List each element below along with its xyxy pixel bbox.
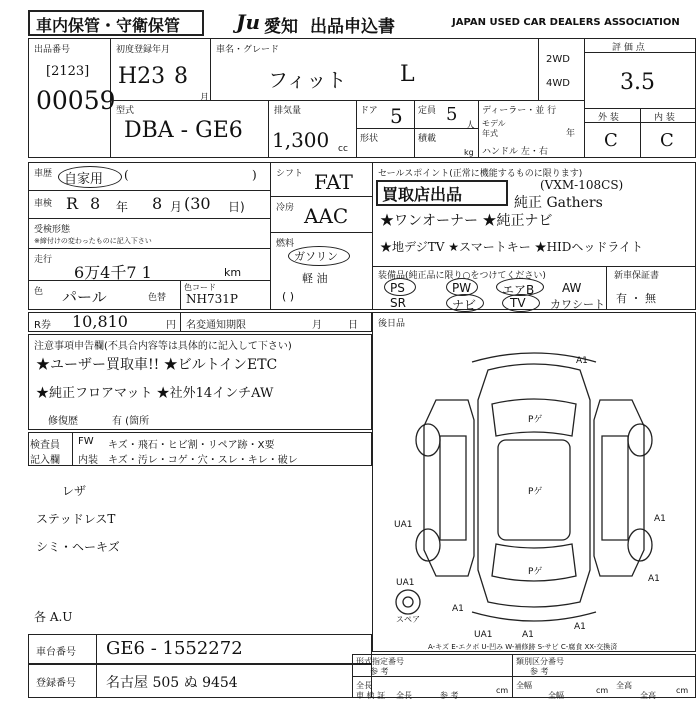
interior-value: C (660, 130, 674, 151)
fuel-diesel: 軽 油 (302, 272, 328, 285)
diagram-mark-2: Pゲ (528, 415, 543, 425)
vehicle-name: フィット (268, 68, 347, 92)
inspection-month-unit: 月 (170, 200, 183, 214)
inspector-label-2: 記入欄 (30, 455, 60, 466)
model-designation-label: 形式指定番号 (356, 657, 404, 666)
unit-3: cm (676, 686, 689, 695)
equip-sr: SR (390, 296, 406, 310)
warranty-label: 新車保証書 (614, 271, 660, 281)
fuel-gasoline: ガソリン (294, 250, 338, 263)
drive-4wd: 4WD (546, 78, 570, 89)
shape-label: 形状 (360, 134, 379, 144)
width-label: 全幅 (516, 681, 532, 690)
usage-paren-close: ) (252, 168, 257, 182)
mileage-label: 走行 (34, 255, 53, 265)
capacity-unit: 人 (466, 121, 476, 131)
color-label: 色 (34, 287, 44, 297)
dealer-label: ディーラー・並 行 (482, 106, 557, 116)
notes-line-2: ★純正フロアマット ★社外14インチAW (36, 386, 274, 401)
registration-label: 初度登録年月 (116, 45, 171, 55)
cert-label: 車 検 証 (356, 691, 386, 700)
usage-paren-open: ( (124, 168, 129, 182)
capacity-label: 定員 (418, 106, 437, 116)
lot-label: 出品番号 (34, 45, 71, 55)
nav-gathers: 純正 Gathers (514, 195, 603, 211)
inspector-inner: 内装 (78, 455, 98, 466)
height-label: 全高 (616, 681, 632, 690)
notes-label: 注意事項申告欄(不具合内容等は具体的に記入して下さい) (34, 341, 292, 352)
inspector-note-2: ステッドレスT (36, 512, 116, 526)
cert-height: 全高 (640, 691, 656, 700)
diagram-mark-7: A1 (654, 514, 666, 524)
exterior-label: 外 装 (598, 113, 619, 123)
sales-line-1: ★ワンオーナー ★純正ナビ (380, 213, 553, 229)
equipment-label: 装備品(純正品に限り○をつけてください) (378, 271, 546, 281)
inspector-note-1: レザ (62, 484, 87, 498)
registration-era-year: H23 (118, 64, 166, 89)
color-change-label: 色替 (148, 293, 167, 303)
diagram-mark-3: Pゲ (528, 487, 543, 497)
lot-bracket: [2123] (46, 64, 90, 79)
diagram-mark-1: A1 (576, 356, 588, 366)
cert-reference: 参 考 (440, 691, 459, 700)
grade-score-label: 評 価 点 (612, 43, 645, 53)
load-label: 積載 (418, 134, 437, 144)
inspection-month: 8 (152, 194, 163, 213)
diagram-mark-9: A1 (452, 604, 464, 614)
equip-airbag: エアB (502, 283, 535, 297)
color-code-value: NH731P (186, 292, 238, 306)
year-unit: 年 (566, 129, 576, 139)
diagram-mark-6: UA1 (396, 578, 415, 588)
form-label: 受検形態 (34, 225, 71, 235)
chassis-value: GE6 - 1552272 (106, 638, 243, 659)
spare-label: スペア (396, 615, 420, 624)
name-change-day: 日 (348, 320, 358, 331)
nav-model: (VXM-108CS) (540, 178, 624, 192)
kaitori-label: 買取店出品 (382, 185, 463, 204)
displacement-value: 1,300 (272, 128, 330, 152)
reference-1: 参 考 (370, 667, 389, 676)
grade-score-value: 3.5 (620, 70, 655, 95)
repair-label: 修復歴 (48, 416, 78, 427)
reference-2: 参 考 (530, 667, 549, 676)
ac-label: 冷房 (276, 203, 295, 213)
inspector-items-2: キズ・汚レ・コゲ・穴・スレ・キレ・破レ (108, 455, 298, 466)
reg-number-value: 名古屋 505 ぬ 9454 (106, 675, 238, 691)
vehicle-label: 車名・グレード (216, 45, 280, 55)
diagram-mark-5: UA1 (394, 520, 413, 530)
length-label: 全長 (356, 681, 372, 690)
repair-value: 有 (箇所 (112, 416, 150, 427)
exterior-value: C (604, 130, 618, 151)
inspector-note-4: 各 A.U (34, 610, 73, 624)
unit-2: cm (596, 686, 609, 695)
inspector-items-1: キズ・飛石・ヒビ割・リペア跡・X要 (108, 440, 275, 451)
header-left-title: 車内保管・守衛保管 (36, 16, 181, 35)
model-label: 型式 (116, 106, 135, 116)
recycle-value: 10,810 (72, 312, 128, 331)
displacement-unit: cc (338, 144, 348, 154)
diagram-mark-4: Pゲ (528, 567, 543, 577)
doc-title: 出品申込書 (310, 17, 395, 37)
interior-label: 内 装 (654, 113, 675, 123)
model-value: DBA - GE6 (124, 118, 243, 143)
reg-number-label: 登録番号 (36, 678, 76, 689)
equip-leather: カワシート (550, 298, 605, 311)
sales-line-2: ★地デジTV ★スマートキー ★HIDヘッドライト (380, 240, 644, 254)
unit-1: cm (496, 686, 509, 695)
notes-line-1: ★ユーザー買取車!! ★ビルトインETC (36, 357, 278, 373)
sales-points-label: セールスポイント(正常に機能するものに限ります) (378, 169, 583, 179)
mileage-unit: km (224, 266, 242, 279)
inspection-year-unit: 年 (116, 200, 129, 214)
name-change-month: 月 (312, 320, 322, 331)
chassis-label: 車台番号 (36, 647, 76, 658)
cert-length: 全長 (396, 691, 412, 700)
lot-number: 00059 (36, 86, 116, 115)
capacity-value: 5 (446, 104, 458, 125)
association-name: JAPAN USED CAR DEALERS ASSOCIATION (452, 17, 680, 28)
ac-value: AAC (304, 204, 349, 228)
drive-2wd: 2WD (546, 54, 570, 65)
shift-value: FAT (314, 170, 353, 194)
equip-navi: ナビ (452, 298, 477, 312)
mileage-value: 6万4千7 1 (74, 263, 152, 282)
warranty-value: 有 ・ 無 (616, 292, 656, 305)
later-num-label: 後日品 (378, 319, 406, 329)
brand-name: 愛知 (264, 17, 298, 37)
diagram-mark-8: A1 (648, 574, 660, 584)
fuel-other: ( ) (282, 290, 295, 303)
vehicle-grade: L (400, 62, 415, 87)
load-unit: kg (464, 148, 474, 157)
recycle-unit: 円 (166, 320, 176, 331)
inspector-label-1: 検査員 (30, 440, 60, 451)
inspection-year: 8 (90, 194, 101, 213)
equip-pw: PW (452, 281, 472, 295)
form-note: ※締付けの変わったものに記入下さい (34, 237, 152, 245)
usage-value: 自家用 (64, 172, 104, 187)
damage-legend: A-キズ E-エクボ U-凹み W-補修跡 S-サビ C-腐食 XX-交換済 (428, 643, 618, 651)
inspection-label: 車検 (34, 199, 53, 209)
equip-tv: TV (510, 296, 526, 310)
inspector-fw: FW (78, 436, 94, 447)
handle-label: ハンドル 左・右 (482, 147, 548, 157)
usage-label: 車歴 (34, 169, 53, 179)
doors-value: 5 (390, 104, 403, 128)
inspection-day-unit: 日) (228, 200, 245, 214)
equip-aw: AW (562, 281, 582, 295)
color-value: パール (62, 288, 107, 306)
year-label: 年式 (482, 129, 498, 138)
shift-label: シフト (276, 169, 304, 179)
cert-width: 全幅 (548, 691, 564, 700)
fuel-label: 燃料 (276, 239, 295, 249)
recycle-label: R券 (34, 320, 51, 331)
equip-ps: PS (390, 281, 405, 295)
registration-month: 8 (174, 64, 188, 89)
inspection-era: R (66, 194, 79, 213)
class-number-label: 類別区分番号 (516, 657, 564, 666)
doors-label: ドア (360, 106, 378, 116)
inspection-day: (30 (184, 194, 211, 213)
brand-logo: Ju (236, 10, 261, 34)
color-code-label: 色コード (184, 283, 216, 292)
diagram-mark-12: A1 (574, 622, 586, 632)
registration-month-unit: 月 (200, 93, 210, 103)
diagram-mark-11: A1 (522, 630, 534, 640)
diagram-mark-10: UA1 (474, 630, 493, 640)
displacement-label: 排気量 (274, 106, 302, 116)
name-change-label: 名変通知期限 (186, 320, 246, 331)
model-year-label: モデル (482, 119, 506, 128)
inspector-note-3: シミ・ヘーキズ (36, 540, 120, 554)
